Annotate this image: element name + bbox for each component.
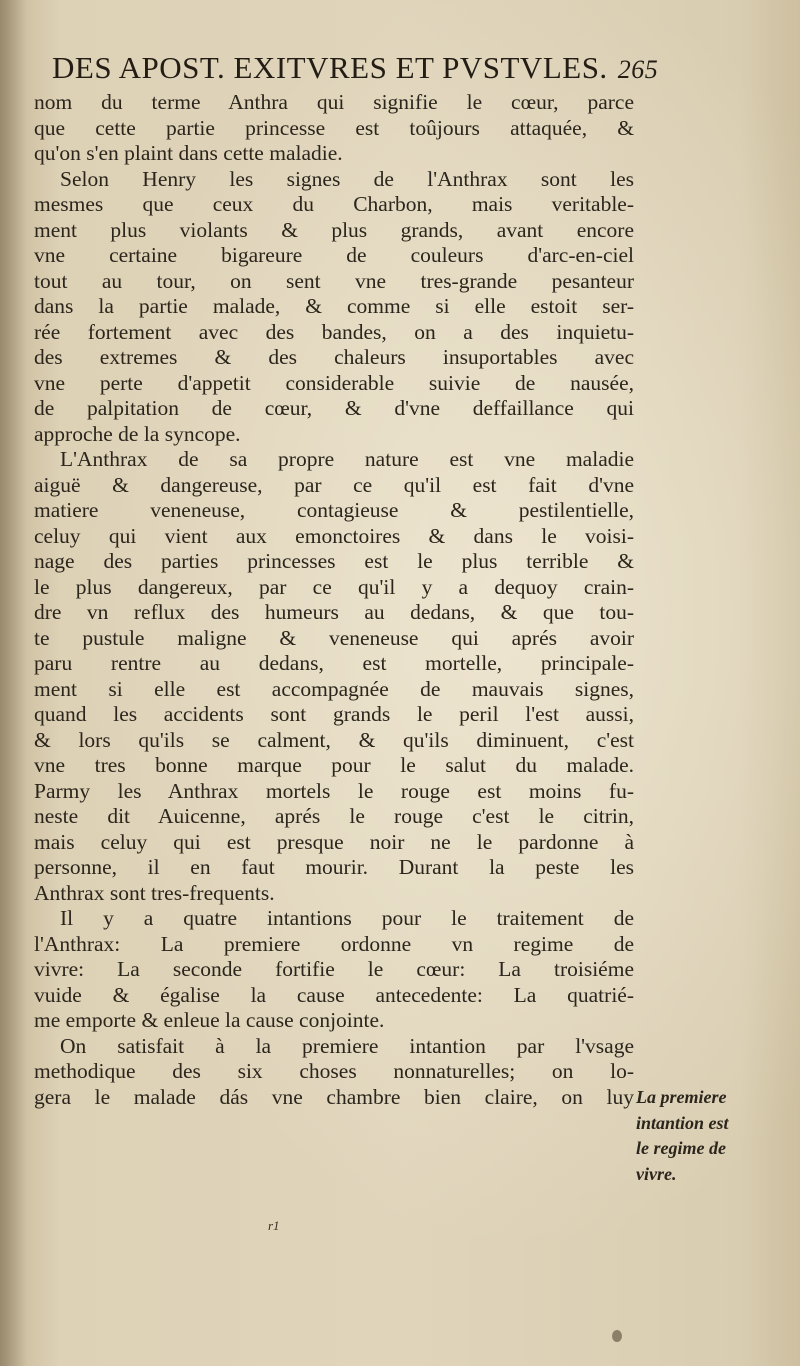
text-line: dre vn reflux des humeurs au dedans, & que tou- bbox=[34, 600, 634, 624]
text-line: On satisfait à la premiere intantion par l'vsage bbox=[60, 1033, 634, 1058]
text-line: me emporte & enleue la cause conjointe. bbox=[34, 1008, 385, 1032]
text-line: rée fortement avec des bandes, on a des inquietu- bbox=[34, 319, 634, 344]
text-line: l'Anthrax: La premiere ordonne vn regime de bbox=[34, 931, 634, 956]
page-gutter-shadow bbox=[0, 0, 28, 1366]
marginal-note bbox=[636, 1085, 786, 1187]
text-line: gera le malade dás vne chambre bien claire, on luy bbox=[34, 1084, 634, 1109]
page-number: 265 bbox=[617, 55, 659, 84]
text-line: vivre: La seconde fortifie le cœur: La troisiéme bbox=[34, 957, 634, 981]
text-line: L'Anthrax de sa propre nature est vne maladie bbox=[60, 447, 634, 471]
marginal-note-line: le regime de bbox=[636, 1138, 726, 1158]
text-line: nage des parties princesses est le plus terrible & bbox=[34, 549, 634, 573]
running-header bbox=[52, 50, 659, 86]
text-line: Parmy les Anthrax mortels le rouge est moins fu- bbox=[34, 778, 634, 803]
ink-speck bbox=[612, 1330, 622, 1342]
text-line: Anthrax sont tres-frequents. bbox=[34, 880, 275, 905]
catchword: r1 bbox=[268, 1218, 280, 1233]
text-line: aiguë & dangereuse, par ce qu'il est fait d'vne bbox=[34, 472, 634, 497]
text-line: mais celuy qui est presque noir ne le pardonne à bbox=[34, 829, 634, 854]
marginal-note-line: La premiere bbox=[636, 1087, 727, 1107]
text-line: & lors qu'ils se calment, & qu'ils diminuent, c'est bbox=[34, 727, 634, 752]
text-line: paru rentre au dedans, est mortelle, principale- bbox=[34, 651, 634, 675]
text-line: Il y a quatre intantions pour le traitement de bbox=[60, 906, 634, 930]
text-line: des extremes & des chaleurs insuportables avec bbox=[34, 345, 634, 369]
text-line: neste dit Auicenne, aprés le rouge c'est le citrin, bbox=[34, 804, 634, 828]
text-line: vne perte d'appetit considerable suivie de nausée, bbox=[34, 370, 634, 395]
text-line: vne tres bonne marque pour le salut du malade. bbox=[34, 753, 634, 777]
text-line: dans la partie malade, & comme si elle estoit ser- bbox=[34, 294, 634, 318]
marginal-note-line: intantion est bbox=[636, 1112, 729, 1133]
body-text bbox=[34, 90, 634, 1110]
text-line: celuy qui vient aux emonctoires & dans le voisi- bbox=[34, 523, 634, 548]
text-line: que cette partie princesse est toûjours attaquée, & bbox=[34, 115, 634, 140]
text-line: nom du terme Anthra qui signifie le cœur, parce bbox=[34, 90, 634, 114]
text-line: methodique des six choses nonnaturelles; on lo- bbox=[34, 1059, 634, 1083]
text-line: Selon Henry les signes de l'Anthrax sont les bbox=[60, 166, 634, 191]
text-line: approche de la syncope. bbox=[34, 421, 241, 446]
running-title: DES APOST. EXITVRES ET PVSTVLES. bbox=[52, 50, 608, 85]
text-line: te pustule maligne & veneneuse qui aprés avoir bbox=[34, 625, 634, 650]
text-line: vne certaine bigareure de couleurs d'arc-en-ciel bbox=[34, 243, 634, 267]
text-line: le plus dangereux, par ce qu'il y a dequoy crain- bbox=[34, 574, 634, 599]
text-line: de palpitation de cœur, & d'vne deffaillance qui bbox=[34, 396, 634, 420]
text-line: vuide & égalise la cause antecedente: La quatrié- bbox=[34, 982, 634, 1007]
text-line: mesmes que ceux du Charbon, mais veritable- bbox=[34, 192, 634, 216]
text-line: matiere veneneuse, contagieuse & pestilentielle, bbox=[34, 498, 634, 522]
marginal-note-line: vivre. bbox=[636, 1163, 677, 1184]
text-line: ment plus violants & plus grands, avant encore bbox=[34, 217, 634, 242]
text-line: qu'on s'en plaint dans cette maladie. bbox=[34, 141, 343, 165]
text-line: personne, il en faut mourir. Durant la peste les bbox=[34, 855, 634, 879]
text-line: quand les accidents sont grands le peril l'est aussi, bbox=[34, 702, 634, 726]
text-line: tout au tour, on sent vne tres-grande pesanteur bbox=[34, 268, 634, 293]
text-line: ment si elle est accompagnée de mauvais signes, bbox=[34, 676, 634, 701]
